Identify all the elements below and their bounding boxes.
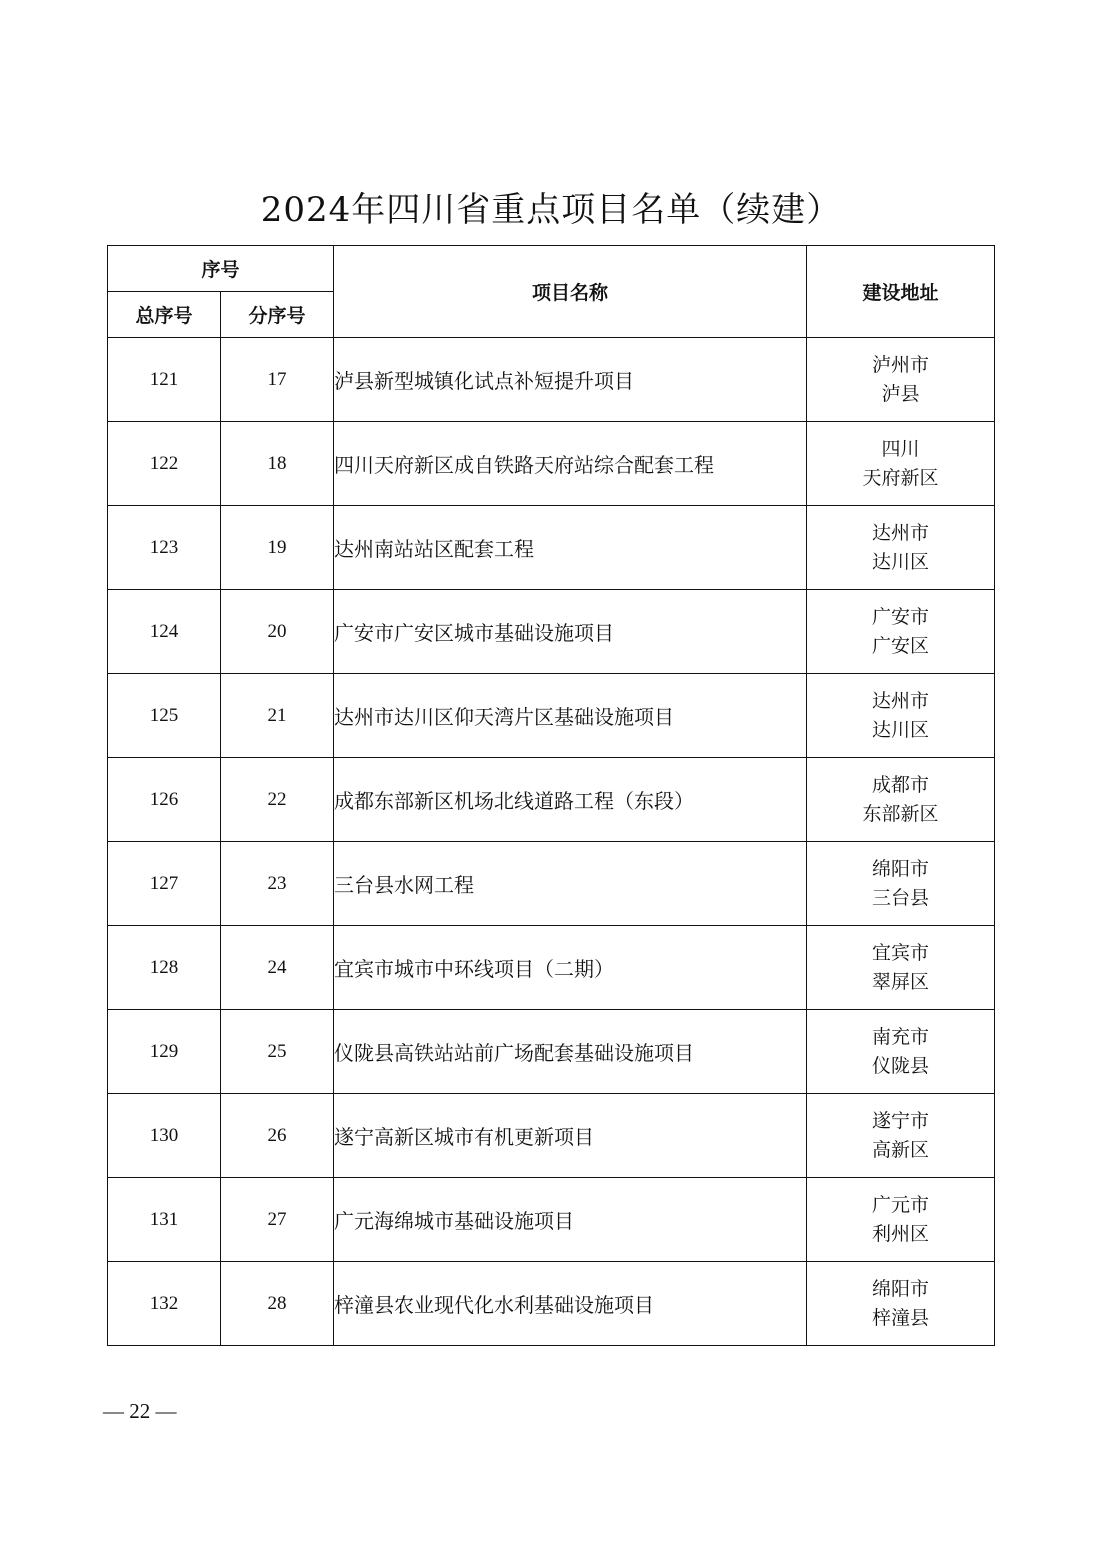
header-project-name: 项目名称 xyxy=(334,246,807,338)
sub-seq-cell: 28 xyxy=(221,1262,334,1346)
total-seq-cell: 123 xyxy=(108,506,221,590)
total-seq-cell: 132 xyxy=(108,1262,221,1346)
project-name-cell: 达州市达川区仰天湾片区基础设施项目 xyxy=(334,674,807,758)
project-name-cell: 四川天府新区成自铁路天府站综合配套工程 xyxy=(334,422,807,506)
location-city: 遂宁市 xyxy=(872,1109,930,1132)
project-table xyxy=(107,245,995,1346)
location-district: 广安区 xyxy=(872,634,930,657)
location-cell xyxy=(807,590,995,674)
location-district: 达川区 xyxy=(872,718,930,741)
location-city: 南充市 xyxy=(872,1025,930,1048)
header-location: 建设地址 xyxy=(807,246,995,338)
total-seq-cell: 129 xyxy=(108,1010,221,1094)
location-cell xyxy=(807,1262,995,1346)
location-city: 达州市 xyxy=(872,521,930,544)
sub-seq-cell: 17 xyxy=(221,338,334,422)
page-title: 2024年四川省重点项目名单（续建） xyxy=(260,190,842,230)
sub-seq-cell: 18 xyxy=(221,422,334,506)
table-row xyxy=(108,1262,995,1346)
sub-seq-cell: 24 xyxy=(221,926,334,1010)
location-district: 天府新区 xyxy=(862,466,939,489)
location-city: 绵阳市 xyxy=(872,857,930,880)
sub-seq-cell: 19 xyxy=(221,506,334,590)
project-name-cell: 遂宁高新区城市有机更新项目 xyxy=(334,1094,807,1178)
total-seq-cell: 127 xyxy=(108,842,221,926)
table-header xyxy=(108,246,995,338)
project-name-cell: 广元海绵城市基础设施项目 xyxy=(334,1178,807,1262)
location-cell xyxy=(807,758,995,842)
location-district: 达川区 xyxy=(872,550,930,573)
location-city: 宜宾市 xyxy=(872,941,930,964)
location-cell xyxy=(807,338,995,422)
table-row xyxy=(108,590,995,674)
table-row xyxy=(108,842,995,926)
total-seq-cell: 131 xyxy=(108,1178,221,1262)
total-seq-cell: 122 xyxy=(108,422,221,506)
header-sub-seq: 分序号 xyxy=(221,292,334,338)
header-seq-group: 序号 xyxy=(108,246,334,292)
table-row xyxy=(108,506,995,590)
table-row xyxy=(108,1010,995,1094)
project-name-cell: 达州南站站区配套工程 xyxy=(334,506,807,590)
total-seq-cell: 126 xyxy=(108,758,221,842)
location-district: 三台县 xyxy=(872,886,930,909)
project-name-cell: 宜宾市城市中环线项目（二期） xyxy=(334,926,807,1010)
total-seq-cell: 121 xyxy=(108,338,221,422)
location-cell xyxy=(807,842,995,926)
location-cell xyxy=(807,506,995,590)
project-name-cell: 三台县水网工程 xyxy=(334,842,807,926)
location-district: 利州区 xyxy=(872,1222,930,1245)
location-city: 成都市 xyxy=(872,773,930,796)
location-city: 广元市 xyxy=(872,1193,930,1216)
table-body xyxy=(108,338,995,1346)
location-cell xyxy=(807,1178,995,1262)
sub-seq-cell: 22 xyxy=(221,758,334,842)
location-cell xyxy=(807,674,995,758)
project-name-cell: 泸县新型城镇化试点补短提升项目 xyxy=(334,338,807,422)
total-seq-cell: 124 xyxy=(108,590,221,674)
location-district: 东部新区 xyxy=(862,802,939,825)
table-row xyxy=(108,1094,995,1178)
total-seq-cell: 125 xyxy=(108,674,221,758)
location-city: 泸州市 xyxy=(872,353,930,376)
location-cell xyxy=(807,422,995,506)
sub-seq-cell: 26 xyxy=(221,1094,334,1178)
project-name-cell: 梓潼县农业现代化水利基础设施项目 xyxy=(334,1262,807,1346)
location-district: 仪陇县 xyxy=(872,1054,930,1077)
sub-seq-cell: 25 xyxy=(221,1010,334,1094)
location-city: 广安市 xyxy=(872,605,930,628)
total-seq-cell: 130 xyxy=(108,1094,221,1178)
sub-seq-cell: 27 xyxy=(221,1178,334,1262)
location-cell xyxy=(807,1094,995,1178)
location-cell xyxy=(807,1010,995,1094)
sub-seq-cell: 23 xyxy=(221,842,334,926)
project-name-cell: 仪陇县高铁站站前广场配套基础设施项目 xyxy=(334,1010,807,1094)
project-name-cell: 广安市广安区城市基础设施项目 xyxy=(334,590,807,674)
table-row xyxy=(108,758,995,842)
sub-seq-cell: 20 xyxy=(221,590,334,674)
location-district: 翠屏区 xyxy=(872,970,930,993)
table-row xyxy=(108,422,995,506)
location-city: 四川 xyxy=(881,437,920,460)
table-row xyxy=(108,338,995,422)
header-total-seq: 总序号 xyxy=(108,292,221,338)
project-name-cell: 成都东部新区机场北线道路工程（东段） xyxy=(334,758,807,842)
location-city: 绵阳市 xyxy=(872,1277,930,1300)
location-cell xyxy=(807,926,995,1010)
location-city: 达州市 xyxy=(872,689,930,712)
location-district: 梓潼县 xyxy=(872,1306,930,1329)
total-seq-cell: 128 xyxy=(108,926,221,1010)
page-number: — 22 — xyxy=(103,1399,177,1423)
table-row xyxy=(108,1178,995,1262)
table-row xyxy=(108,674,995,758)
table-row xyxy=(108,926,995,1010)
location-district: 泸县 xyxy=(881,382,920,405)
sub-seq-cell: 21 xyxy=(221,674,334,758)
location-district: 高新区 xyxy=(872,1138,930,1161)
